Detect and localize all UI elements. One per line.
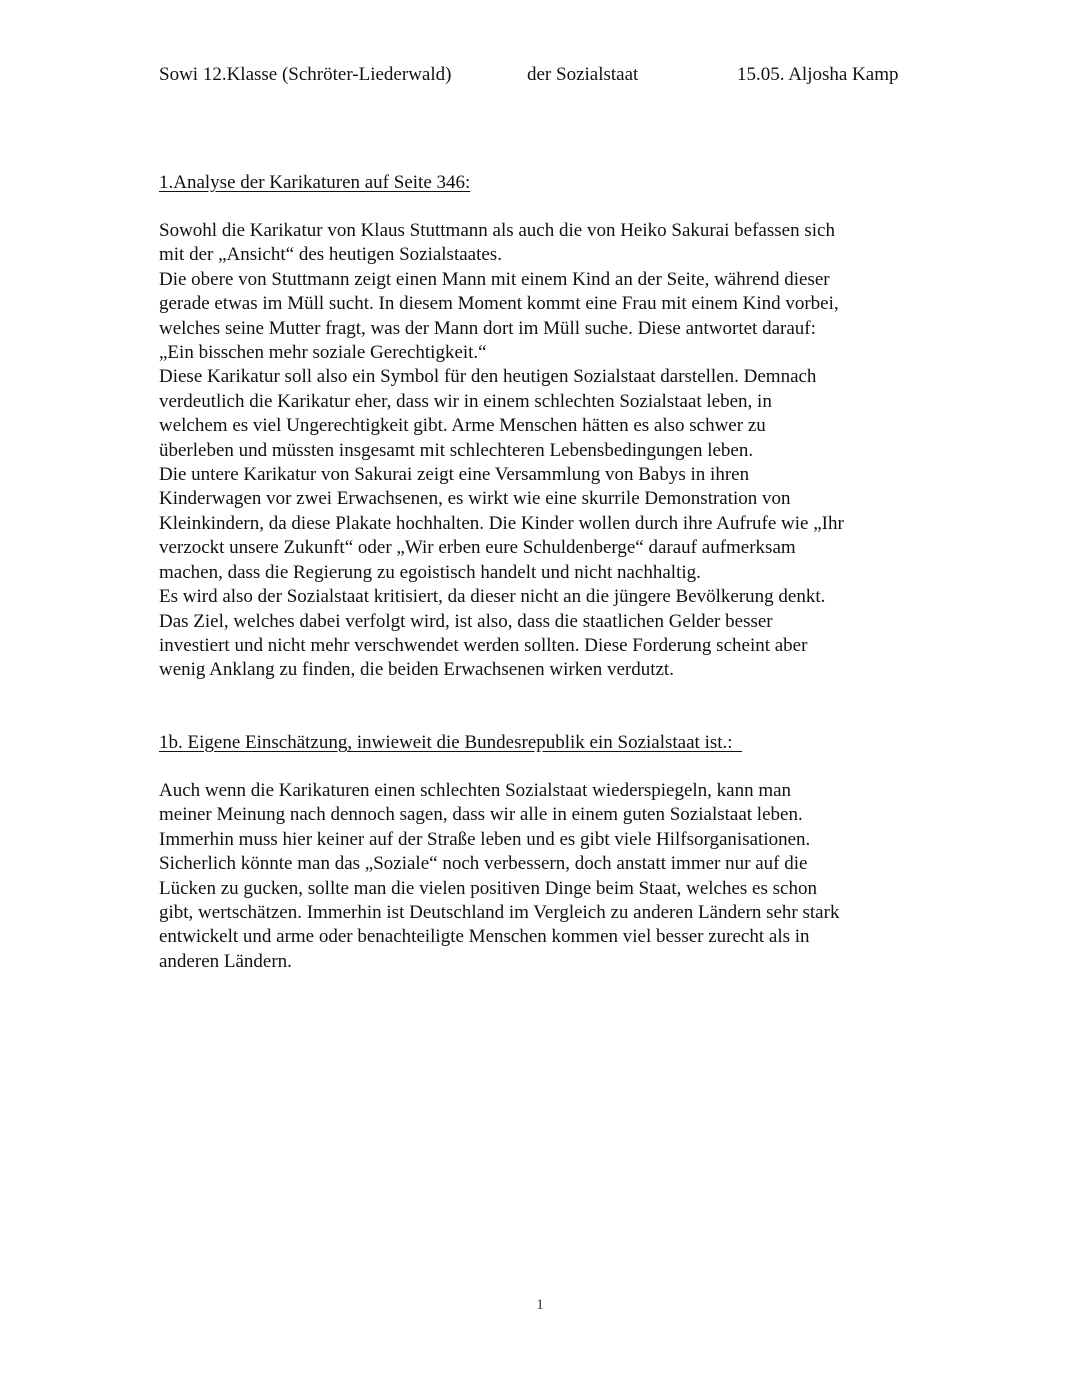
header-date-author: 15.05. Aljosha Kamp <box>737 64 899 85</box>
paragraph-line: Kinderwagen vor zwei Erwachsenen, es wirkt wie eine skurrile Demonstration von <box>159 488 791 510</box>
paragraph-line: gibt, wertschätzen. Immerhin ist Deutschland im Vergleich zu anderen Ländern sehr stark <box>159 902 840 924</box>
paragraph-line: Sowohl die Karikatur von Klaus Stuttmann als auch die von Heiko Sakurai befassen sich <box>159 220 835 241</box>
section-1-heading: 1.Analyse der Karikaturen auf Seite 346: <box>159 172 471 193</box>
section-2-body <box>159 779 929 974</box>
paragraph-line: welches seine Mutter fragt, was der Mann dort im Müll suche. Diese antwortet darauf: <box>159 317 816 339</box>
paragraph-line: entwickelt und arme oder benachteiligte Menschen kommen viel besser zurecht als in <box>159 926 810 948</box>
paragraph-line: anderen Ländern. <box>159 950 292 972</box>
section-2-heading: 1b. Eigene Einschätzung, inwieweit die Bundesrepublik ein Sozialstaat ist.: <box>159 732 743 753</box>
paragraph-line: machen, dass die Regierung zu egoistisch handelt und nicht nachhaltig. <box>159 561 701 583</box>
header-topic: der Sozialstaat <box>527 64 639 85</box>
paragraph-line: überleben und müssten insgesamt mit schlechteren Lebensbedingungen leben. <box>159 439 754 461</box>
paragraph-line: „Ein bisschen mehr soziale Gerechtigkeit.“ <box>159 342 487 364</box>
paragraph-line: verdeutlich die Karikatur eher, dass wir in einem schlechten Sozialstaat leben, in <box>159 390 772 412</box>
paragraph-line: Immerhin muss hier keiner auf der Straße leben und es gibt viele Hilfsorganisationen. <box>159 828 811 850</box>
paragraph-line: meiner Meinung nach dennoch sagen, dass wir alle in einem guten Sozialstaat leben. <box>159 804 803 826</box>
paragraph-line: welchem es viel Ungerechtigkeit gibt. Arme Menschen hätten es also schwer zu <box>159 415 766 437</box>
paragraph-line: Kleinkindern, da diese Plakate hochhalten. Die Kinder wollen durch ihre Aufrufe wie „Ihr <box>159 512 844 534</box>
paragraph-line: Es wird also der Sozialstaat kritisiert, da dieser nicht an die jüngere Bevölkerung denkt. <box>159 586 826 608</box>
paragraph-line: Diese Karikatur soll also ein Symbol für den heutigen Sozialstaat darstellen. Demnach <box>159 366 817 388</box>
paragraph-line: wenig Anklang zu finden, die beiden Erwachsenen wirken verdutzt. <box>159 659 674 681</box>
paragraph-line: verzockt unsere Zukunft“ oder „Wir erben eure Schuldenberge“ darauf aufmerksam <box>159 537 796 559</box>
paragraph-line: mit der „Ansicht“ des heutigen Sozialstaates. <box>159 244 502 266</box>
paragraph-line: Auch wenn die Karikaturen einen schlechten Sozialstaat wiederspiegeln, kann man <box>159 780 792 801</box>
section-1-body <box>159 219 929 683</box>
paragraph-line: Die obere von Stuttmann zeigt einen Mann mit einem Kind an der Seite, während dieser <box>159 268 830 290</box>
paragraph-line: Lücken zu gucken, sollte man die vielen positiven Dinge beim Staat, welches es schon <box>159 877 817 899</box>
paragraph-line: Sicherlich könnte man das „Soziale“ noch verbessern, doch anstatt immer nur auf die <box>159 853 808 875</box>
header-course: Sowi 12.Klasse (Schröter-Liederwald) <box>159 64 452 85</box>
paragraph-line: Das Ziel, welches dabei verfolgt wird, ist also, dass die staatlichen Gelder besser <box>159 610 773 632</box>
paragraph-line: Die untere Karikatur von Sakurai zeigt eine Versammlung von Babys in ihren <box>159 464 750 486</box>
paragraph-line: investiert und nicht mehr verschwendet werden sollten. Diese Forderung scheint aber <box>159 634 808 656</box>
page-number: 1 <box>536 1297 544 1313</box>
paragraph-line: gerade etwas im Müll sucht. In diesem Moment kommt eine Frau mit einem Kind vorbei, <box>159 293 839 315</box>
page-header <box>159 62 919 88</box>
